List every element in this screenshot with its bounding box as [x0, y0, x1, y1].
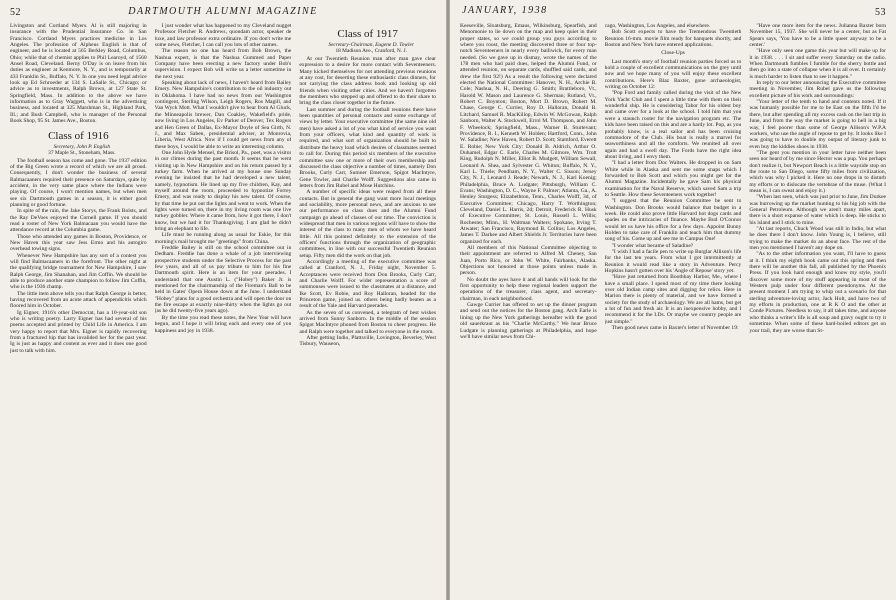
- paragraph: Life must be running along as usual for Eskie, for this morning's mail brought me "greetings" from China.: [154, 232, 292, 245]
- left-page-columns: [10, 23, 436, 596]
- secretary-line: Secretary, John P. English: [53, 143, 111, 150]
- paragraph: Keeseville, Sloatsburg, Emaus, Wilkinsburg, Spearfish, and Menomonie to lie down on the map and keep quiet in their proper states, so we could group you guys according to where you roost, the meeting discovered three or four top-notch Seventeeners in nearly every bailiwick, for every man needed. (So we gave up in dismay, wrote the names of the 178 men who had paid dues, helped the Alumni Fund, or attended reunion, on separate cards, shuffled said cards, and drew the first 92!) As a result the following were declared elected the National Committee: Hanover, N. H., Archie B. Cole; Nashua, N. H., Deering G. Smith; Brattleboro, Vt., Harold W. Mason and Laurence G. Sherman; Rutland, Vt., Robert C. Boynton; Boston, Mort D. Brown, Robert M. Chase, George C. Currier, Roy D. Halloran, Donald B. Litchard, Samuel R. MacKillop, Edwin W. McGowan, Ralph Sanborn, Walter A. Stockwell, Errol M. Thompson, and John F. Wheelock; Springfield, Mass., Warner B. Sturtevant; Providence, R. I., Kenneth W. Holden; Hartford, Conn., John W. Saladine; New Haven, Robert D. Scott; Stamford, Everett E. Robie; New York City: Donald B. Aldrich, Arthur O. Duhamel, Edgar C. Earle, Charles M. Gilmore, Wm. Trott King, Rudolph N. Miller, Elliot B. Mudgett, William Sewall, Leonard A. Shea, and Sylvester G. Whiton; Buffalo, N. Y., Karl L. Thiele; Pendham, N. Y., Walter C. Sisson; Jersey City, N. J., Leonard J. Reade; Newark, N. J., Karl Koenig; Philadelphia, Bruce A. Ludgate; Pittsburgh, William C. Evans; Washington, D. C., Wayne F. Palmer; Atlanta, Ga., A. Henley Sturgess; Elizabethton, Tenn., Charles Wolff, 3d, of Executive Committee; Chicago, Harry T. Worthington; Cleveland, Daniel L. Harris, 2d; Detroit, Frederick R. Husk of Executive Committee; St. Louis, Russell L. Willis; Rochester, Minn., H. Waltman Walters; Spokane, Irving T. Atwater; San Francisco, Raymond B. Collins; Los Angeles, James T. Darkee and Albert Shields Jr. Territories have been organized for each.: [460, 23, 597, 245]
- left-column-2: [155, 23, 292, 596]
- paragraph: "Your letter of the tenth to hand and contents noted. If it was humanly possible for me to be East on the fifth I'd be there, but after spending all my excess cash on the last trip in June, and from the way the market is going to hell in a big way, I feel poorer than some of George Allison's W.P.A workers, who use the angle of repose to get by. It looks like I was going to have to double my output of literary junk to even buy the kiddies shoes in 1938.: [749, 99, 887, 150]
- paragraph: Gawge Currier has offered to set up the dinner program and send out the notices for the Boston gang. Arch Earle is lining up the New York gatherings hereafter with the good old sauerkraut as his "Charlie McCarthy." We hear Bruce Ludgate is planning gatherings at Philadelphia, and hope we'll have similar news from Chi-: [460, 302, 597, 340]
- right-column-1: [460, 23, 597, 596]
- paragraph: "I wonder what became of Saladine?: [611, 242, 694, 249]
- right-page-columns: [460, 23, 886, 596]
- left-column-1: [10, 23, 147, 596]
- paragraph: "When last seen, which was just prior to June, Jim Durkee was burrowing up the market hunting to his big job with the General Petroleum. Although we aren't many miles apart, there is a short expanse of water which is deep. He sticks to his island and I stick to mine.: [749, 194, 887, 226]
- paragraph: Accordingly a meeting of the executive committee was called at Cranford, N. J., Friday night, November 5. Acceptances were received from Don Brooks, Curly Carr, and Charlie Wolff. For wider representation a score of summonses were issued to the classmates at a distance, and Ike Scott, Ev Robie, and Roy Halloran, headed for the Princeton game, joined us. others being badly beaten as a result of the Yale and Harvard peerades.: [299, 259, 437, 310]
- paragraph: Then good news came in Baxter's letter of November 19:: [611, 325, 739, 332]
- running-title: DARTMOUTH ALUMNI MAGAZINE: [128, 6, 318, 17]
- secretary-address: 37 Maple St., Stoneham, Mass.: [48, 149, 116, 156]
- paragraph: A number of specific ideas were reaped from all these contacts. But in general the gang want more local meetings and sociability, more personal news, and are anxious to see our performance on class dues and the Alumni Fund campaign go ahead of classes of our time. The conviction is widespread that men in various regions will have to show the interest of the class to many men of whom we have heard little. All this pointed definitely to the extension of the officers' functions through the organization of geographic committees, in line with our successful Twentieth Reunion setup. Fifty men did the work on that job.: [299, 189, 437, 259]
- paragraph: "I wish I had a facile pen to write up Burglar Allison's life for the last ten years. From what I got intermittently at Reunion it would read like a story in Adventure. Percy Hopkins hasn't gotten over his 'Angle of Repose' story yet.: [604, 249, 742, 275]
- paragraph: "Have just returned from Boothbay Harbor, Me., where I have a small place. I spend most of my time there looking over old Indian camp sites and digging for relics. Here in Marion there is plenty of material, and we have formed a society for the study of archaeology. We are all hams, but get a lot of fun and fresh air. It is an inexpensive hobby, and I recommend it for the I.Ds. Or maybe we country people are just simple.": [604, 274, 742, 325]
- paragraph: "Have one more item for the news. Julianna Baxter born November 15, 1937. She will never be a center, but as Fat Spears says, 'You have to be a little queer anyway to be a center.': [749, 23, 887, 49]
- paragraph: Livingston and Cortland Myers. Al is still majoring in insurance with the Prudential Insurance Co. in San Francisco. Cortland Myers practices medicine in Los Angeles. The profession of Alpheus English is that of engineer, and he is located at 565 Berkley Road, Columbus, Ohio; while that of chemist applies to Phil Learoyd, of 1560 Ansel Road, Cleveland. Berny O'Day is on leave from his duties as engineer at Kenmore, N. Y., and is temporarily at 433 Franklin St., Buffalo, N. Y. In one you need legal advice look up Ed Schroeder at 134 S. LaSalle St., Chicago; or advice as to investments, Ralph Brown, at 127 State St. Springfield, Mass. In addition to the above we have information as to Gray Waggett, who is in the advertising business, and located at 325 Marshman St., Highland Park, Ill.; and Bush Campbell, who is manager of the Personal Book Shop, 95 St. James Ave., Boston.: [10, 23, 147, 125]
- section-heading-1917: Class of 1917: [337, 28, 398, 40]
- paragraph: Bob Scott expects to have the Tremendous Twentieth Reunion 16-mm. movie film ready for banquets shortly, and Boston and New York have entered applications.: [604, 29, 742, 49]
- paragraph: "I suggest that the Reunion Committee be sent to Washington. Don Brooks would balance that budget in a week. He could also prove little Harvard hot dogs cards and spades on the intricacies of finance. Maybe Bud O'Connor would let us have his office for a few days. Appoint Bunny Holden to take care of Franklin and teach him that dummy song of his. Come up and see me in Campus One!: [604, 198, 742, 243]
- right-page-header: [460, 4, 886, 20]
- right-page: [450, 0, 896, 600]
- paragraph: One John Hyde Mensel, the Brisol, Pa., poet, was a visitor in our climes during the past month. It seems that he went visiting up in New Hampshire and on his return passed by a turkey farm. When he arrived at my house one Sunday evening he insisted that he had developed a new talent, namely, hypnotism. He lined up my five children, Kay, and myself around the room, proceeded to hypnotize Forrey Emery, and was ready to display his new talent. Of course, by that time he put out the lights and went to work. When the lights were turned on, there in my living room was one live turkey gobbler. Where it came from, how it got there, I don't know, but we had it for Thanksgiving. I am glad he didn't bring an elephant to life.: [154, 149, 292, 232]
- paragraph: After getting Indio, Plattsville, Lovington, Beverley, West Tisbury, Wauseon,: [299, 335, 437, 348]
- paragraph: By the time you read these notes, the New Year will have begun, and I hope it will bring each and every one of you happiness and joy in 1938.: [154, 314, 292, 334]
- paragraph: The football season has come and gone. The 1937 edition of the Big Green wrote a record of which we are all proud. Consequently, I don't wonder the business of several Balmacaaners required their presence on Saturdays, quite by accident, in the very same place where the Indians were playing. Of course, I won't mention names, but when men see six Dartmouth games in a season, it is either good planning or good fortune.: [10, 157, 147, 208]
- paragraph: "The gent you mention in your letter have neither been seen nor heard of by me since Hector was a pup. You perhaps don't realize it, but Newport Beach is a little wayside stop on the route to San Diego, some fifty miles from civilization, which was why I picked it. Here no one drops in to disturb my efforts or to dislocate the vertebrae of the muse. (What I mean is, I can sweat and enjoy it.): [749, 149, 887, 194]
- right-column-3: [749, 23, 886, 596]
- paragraph: cago, Washington, Los Angeles, and elsewhere.: [604, 23, 711, 29]
- secretary-address: 18 Madison Ave., Cranford, N. J.: [335, 48, 407, 54]
- paragraph: "Pop Ford and family called during the visit of the New York Yacht Club and I spent a little time with them on their wonderful ship. He is considering Tabor for his oldest boy and came over for a look at the school. I told him that you were a staunch rooter for the navigation program etc. The kids have been raised on this and are a hardy lot. Pop, as you probably know, is a real sailor and has been cruising commodore of the Club. His boat is really a marvel for seaworthiness and all the comforts. We reunited all over again and had a swell day. The Fords have the right idea about living, and I envy them.: [604, 90, 742, 160]
- right-column-2: [605, 23, 742, 596]
- left-page-header: [10, 4, 436, 20]
- secretary-line: Secretary-Chairman, Eugene D. Towler: [328, 42, 415, 48]
- paragraph: "I had a letter from Doc Walters. He dropped in on Sam White while in Alaska and sent me some snaps which I forwarded to Bob Scott and which you might get for the Alumni Magazine. Incidentally he gave Sam his physical examination for the Naval Reserve, which saved Sam a trip to Seattle. How these Seventeeners work together!: [604, 160, 742, 198]
- paragraph: Ig Eigner, 1916's other Democrat, has a 10-year-old son who is writing poetry. Larry Eigner has had several of his poems accepted and printed by Child Life in America. I am very happy to report that Mrs. Eigner is rapidly recovering from a fractured hip that has invalided her for the past year. Ig is just as happy and content as ever and it does one good just to talk with him.: [10, 309, 147, 354]
- paragraph: Last month's story of football reunion parties forced us to hold a couple of excellent communications on the grey until now and we hope many of you will enjoy these excellent contributions. Here's Blaz Baxter, gone archaeologist, writing on October 12:: [604, 58, 742, 91]
- section-heading-1916: Class of 1916: [48, 129, 109, 142]
- paragraph: Speaking about lack of news, I haven't heard from Bailey Emery. New Hampshire's contribution to the oil industry out in Oklahoma. I have had no news from our Washington contingent, Sterling Wilson, Leigh Rogers, Ros Magill, and Van Wyck Mott. What I wouldn't give to hear from Al Gluck, the Minneapolis brewer, Dan Coakley, Wakefield's pride, now living in Los Angeles, Ev Parker of Denver, Tex Rogers and Hen Green of Dallas, Ex-Mayor Doyle of Sea Girth, N. J., and Max Saben, presidential adviser, at Monrovia, Liberia, West Africa. Now if I could get news from any of these boys, I would be able to write an interesting column.: [154, 80, 292, 150]
- paragraph: As the seven of us convened, a telegram of best wishes arrived from Sunny Sanborn. In the middle of the session Spigot MacIntyre phoned from Boston to cheer progress. He and Ralph were together and talked to everyone in the room.: [299, 309, 437, 335]
- paragraph: "As to the other information you want, I'll have to guess at it. I think my eighth book came out this spring and then there will be another this fall, all published by the Phoenix Press. If you look hard enough and know my style, you'll discover some more of my stuff appearing in most of the Western pulp under four different pseudonyms. At the present moment I am trying to whip out a scenario for that sterling adventure-loving actor, Jack Holt, and have two of my efforts in production, one at R K O and the other at Conde Pictures. Needless to say, it all takes time, and anyone who thinks a writer's life is all soup and gravy ought to try it sometime. When some of these hard-boiled editors get on your trail, they are worse than St-: [749, 251, 887, 334]
- left-page: [0, 0, 446, 600]
- paragraph: In reply to our letter announcing the Executive committee meeting in November, Jim Rubel gave us the following excellent picture of his work and surroundings:: [749, 80, 887, 99]
- paragraph: Freddie Bailey is still on the school committee out in Dedham. Freddie has done a whale of a job interviewing prospective students under the Selective Process for the past few years, and all of us pay tribute to him for his fine Dartmouth spirit. Here is an item for your peerades. I understand that one Austin L. ("Hobey") Baker Jr. is mentioned for the chairmanship of the Fireman's Ball to be held in Gates' Opera House down at the June. I understand "Hobey" plans for a good orchestra and will open the door on the fire escape at exactly nine-thirty when the lights go out (as he did twenty-five years ago).: [154, 245, 292, 315]
- paragraph: In spite of the rain, the Jake Storys, the Frank Bolsts, and the Ray DeVoes enjoyed the Cornell game. If you should read a roster of New York Balmacaan you would have the attendance record at the Columbia game.: [10, 208, 147, 234]
- paragraph: "At last reports, Chuck Wood was still in Indio, but what he does there I don't know. John Young is, I believe, still trying to make the market do an about face. The rest of the men you mentioned I haven't any dope on.: [749, 226, 887, 252]
- paragraph: "Have only seen one game this year but will make up for it in 1938. . . . I sit and suffer every Saturday on the radio. When Dartmouth fumbles I fumble for the sherry bottle and then go into a state of collapse when it is all over. It certainly is much harder to listen than to see it happen.": [749, 48, 887, 80]
- paragraph: Whenever New Hampshire has any sort of a contest you will find Balmacaaners in the forefront. The other night at the qualifying bridge tournament for New Hampshire, I saw Ralph George, Jim Shanahan, and Jim Coffin. We should be able to produce another state champion to follow Jim Coffin, who is the 1936 champ.: [10, 252, 147, 291]
- paragraph: The reason no one has heard from Bob Brown, the Nashua expert, is that the Nashua Gummed and Paper Company have been erecting a new factory under Bob's supervision. I expect Bob will write us a letter sometime in the next year.: [154, 48, 292, 80]
- paragraph: The little item above tells you that Ralph George is better, having recovered from an acute attack of appendicitis which floored him in October.: [10, 290, 147, 310]
- left-column-3: [299, 23, 436, 596]
- closeups-heading: Close-Ups: [661, 50, 685, 57]
- paragraph: No doubt the ayes have it and all hands will look for the first opportunity to help these regional leaders support the operations of the treasurer, class agent, and secretary-chairman, in each neighborhood.: [460, 276, 597, 302]
- paragraph: I just wonder what has happened to my Cleveland nugget Professor Fletcher R. Andrews, quondam actor, speaker de luxe, and law professor extra ordinaire. If you don't write me some news, Fletcher, I can call you lots of other names.: [154, 23, 292, 49]
- paragraph: Those who attended any games in Boston, Providence, or New Haven this year saw Jess Ermo and his autogiro overhead towing signs.: [10, 233, 147, 253]
- running-date: JANUARY, 1938: [462, 5, 548, 16]
- paragraph: All members of this National Committee objecting to their appointment are referred to Alfred M. Cheney, San Juan, Porto Rico, or John W. White, Fairbanks, Alaska. Objections not honored at those points unless made in person.: [460, 245, 597, 277]
- right-page-number: 53: [875, 7, 886, 18]
- paragraph: Last summer and during the football reunions there have been quantities of personal contacts and some exchange of views by letter. Your executive committee (the same nine old men) have asked a lot of you what kind of service you want from your officers, what kind and quantity of work is required, and what sort of organization should be built to distribute the heavy load which desires of classmates seemed to call for. During this period six members of the executive committee saw one or more of their own membership and discussed the class objective a number of times, namely Don Brooks, Curly Carr, Sumner Emerson, Spigot MacIntyre, Gene Towler, and Charlie Wolff. Suggestions also came in letters from Jim Rubel and Mose Hutchins.: [299, 106, 437, 189]
- left-page-number: 52: [10, 7, 21, 18]
- paragraph: At our Twentieth Reunion man after man gave clear expression to a desire for more contact with Seventeeners. Many kicked themselves for not attending previous reunions at any cost, for deserting these enthusiastic class dinners, for not carrying the class address book and looking up old friends when visiting other cities. And we haven't forgotten the members who stepped up and offered to do their share to bring the class closer together in the future.: [299, 56, 437, 107]
